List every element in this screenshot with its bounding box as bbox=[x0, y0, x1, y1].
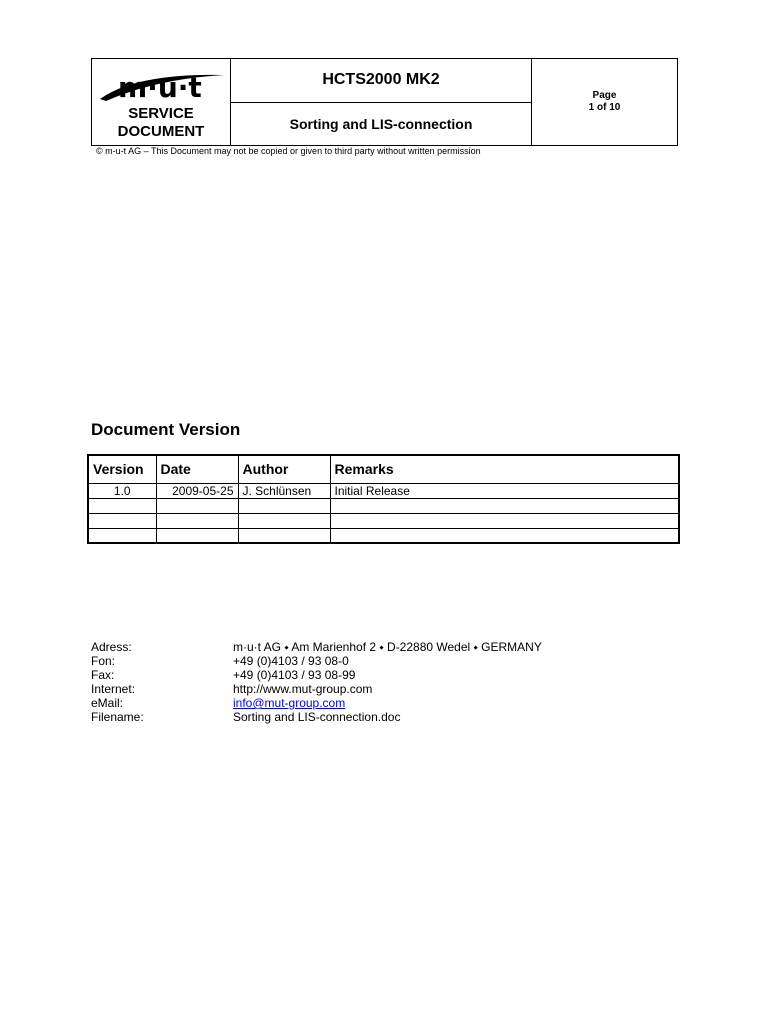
document-version-heading: Document Version bbox=[91, 420, 241, 439]
info-row-adress: Adress: m·u·t AG ⬩ Am Marienhof 2 ⬩ D-22880 Wedel ⬩ GERMANY bbox=[91, 640, 542, 654]
cell-version: 1.0 bbox=[88, 483, 156, 498]
header-divider bbox=[231, 102, 531, 103]
document-title: HCTS2000 MK2 bbox=[322, 71, 440, 88]
table-row-empty bbox=[88, 528, 679, 543]
info-row-internet: Internet: http://www.mut-group.com bbox=[91, 682, 373, 696]
page-number: 1 of 10 bbox=[588, 102, 621, 113]
mut-logo bbox=[96, 65, 228, 105]
document-subtitle: Sorting and LIS-connection bbox=[289, 116, 473, 132]
page-label: Page bbox=[592, 90, 617, 101]
email-link[interactable]: info@mut-group.com bbox=[233, 696, 346, 710]
info-row-fon: Fon: +49 (0)4103 / 93 08-0 bbox=[91, 654, 349, 668]
column-header-date: Date bbox=[156, 455, 238, 483]
table-row-empty bbox=[88, 513, 679, 528]
copyright-notice: © m-u-t AG – This Document may not be copied or given to third party without written permission bbox=[96, 146, 481, 156]
column-header-remarks: Remarks bbox=[330, 455, 679, 483]
logo-text: m·u·t bbox=[118, 71, 202, 104]
info-row-fax: Fax: +49 (0)4103 / 93 08-99 bbox=[91, 668, 356, 682]
version-table bbox=[87, 454, 680, 544]
cell-remarks: Initial Release bbox=[330, 483, 679, 498]
column-header-version: Version bbox=[88, 455, 156, 483]
header-title-cell bbox=[231, 59, 532, 145]
table-row bbox=[88, 483, 679, 498]
version-table-header bbox=[88, 455, 679, 483]
contact-info bbox=[91, 640, 542, 724]
table-row-empty bbox=[88, 498, 679, 513]
service-document-label: SERVICE DOCUMENT bbox=[117, 105, 205, 140]
info-row-email: eMail: info@mut-group.com bbox=[91, 696, 346, 710]
cell-date: 2009-05-25 bbox=[156, 483, 238, 498]
header-logo-cell bbox=[92, 59, 231, 145]
info-row-filename: Filename: Sorting and LIS-connection.doc bbox=[91, 710, 401, 724]
cell-author: J. Schlünsen bbox=[238, 483, 330, 498]
header-page-cell bbox=[532, 59, 677, 145]
header-table bbox=[91, 58, 678, 146]
column-header-author: Author bbox=[238, 455, 330, 483]
